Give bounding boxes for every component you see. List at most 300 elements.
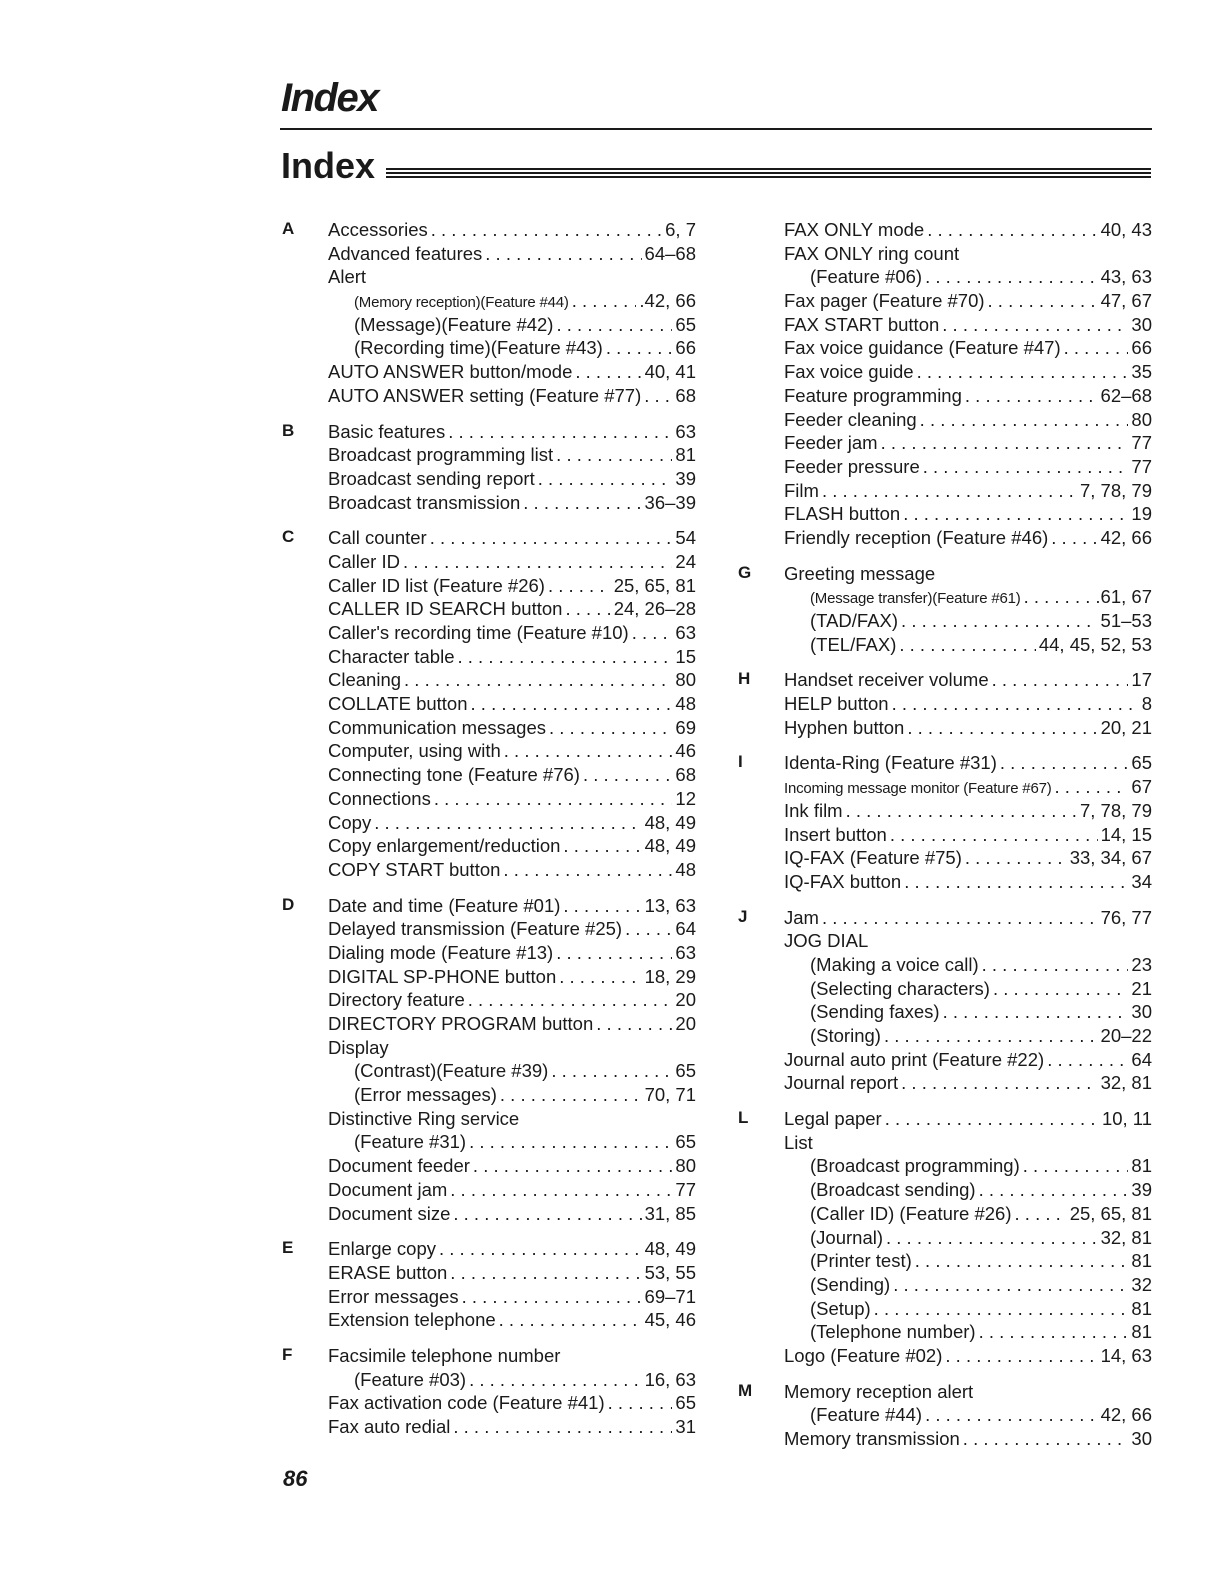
- index-entry: [328, 1237, 696, 1261]
- index-entry: [328, 763, 696, 787]
- index-entry: [784, 906, 1152, 930]
- entry-term: Friendly reception (Feature #46): [784, 526, 1049, 548]
- entry-term: Connections: [328, 787, 431, 809]
- entry-term: Fax voice guide: [784, 361, 914, 383]
- index-entry: [328, 692, 696, 716]
- entry-term: Enlarge copy: [328, 1238, 436, 1260]
- entry-pages: 16, 63: [644, 1368, 696, 1390]
- entry-pages: 48, 49: [644, 811, 696, 833]
- entry-term: Feature programming: [784, 384, 962, 406]
- entry-term: Dialing mode (Feature #13): [328, 941, 554, 963]
- entry-term: (Feature #44): [810, 1404, 923, 1426]
- entry-term: Journal report: [784, 1072, 899, 1094]
- dot-leader: [903, 502, 1128, 526]
- dot-leader: [448, 420, 672, 444]
- index-entry: [784, 242, 1152, 266]
- index-entry: [784, 633, 1152, 657]
- section-rule: [386, 168, 1151, 182]
- letter-group: [738, 562, 1152, 657]
- entry-term: Fax auto redial: [328, 1416, 451, 1437]
- entry-term: Document jam: [328, 1178, 448, 1200]
- dot-leader: [469, 1368, 641, 1392]
- entry-term: Error messages: [328, 1285, 459, 1307]
- dot-leader: [988, 289, 1098, 313]
- entry-term: List: [784, 1131, 813, 1153]
- index-entry: [328, 360, 696, 384]
- entry-pages: 48, 49: [644, 1238, 696, 1260]
- index-entry: [328, 621, 696, 645]
- page-number: 86: [283, 1466, 308, 1491]
- entry-pages: 47, 67: [1100, 290, 1152, 312]
- index-entry: [328, 1178, 696, 1202]
- dot-leader: [1055, 775, 1129, 799]
- index-entry: [784, 609, 1152, 633]
- entry-pages: 42, 66: [1100, 1404, 1152, 1426]
- dot-leader: [563, 834, 641, 858]
- entry-pages: 15: [675, 645, 696, 667]
- letter-group: [282, 894, 696, 1226]
- entry-term: Call counter: [328, 527, 427, 549]
- entry-pages: 20: [675, 989, 696, 1011]
- index-entry: [328, 336, 696, 360]
- index-entry: [784, 1344, 1152, 1368]
- entry-pages: 66: [675, 337, 696, 359]
- entry-pages: 30: [1131, 313, 1152, 335]
- entry-pages: 80: [1131, 408, 1152, 430]
- dot-leader: [504, 739, 673, 763]
- entry-pages: 44, 45, 52, 53: [1038, 633, 1152, 655]
- entry-pages: 19: [1131, 503, 1152, 525]
- entry-term: (TAD/FAX): [810, 610, 899, 631]
- entry-term: Insert button: [784, 823, 887, 845]
- index-entry: [328, 242, 696, 266]
- entry-term: Feeder jam: [784, 432, 878, 454]
- entry-pages: 68: [675, 384, 696, 406]
- entry-term: Broadcast sending report: [328, 467, 535, 489]
- entry-term: (Storing): [810, 1025, 881, 1046]
- index-entry: [328, 1059, 696, 1083]
- index-entry: [328, 491, 696, 515]
- dot-leader: [503, 858, 672, 882]
- index-entry: [328, 1012, 696, 1036]
- entry-pages: 48: [675, 693, 696, 715]
- dot-leader: [892, 692, 1139, 716]
- entry-pages: .61, 67: [1095, 586, 1152, 608]
- dot-leader: [822, 479, 1077, 503]
- entry-term: FAX ONLY ring count: [784, 242, 960, 264]
- entry-pages: 32, 81: [1100, 1226, 1152, 1248]
- index-entry: [784, 799, 1152, 823]
- dot-leader: [453, 1415, 672, 1439]
- entry-term: (Printer test): [810, 1250, 912, 1272]
- entry-term: Date and time (Feature #01): [328, 894, 561, 916]
- entry-pages: 62–68: [1100, 384, 1152, 406]
- dot-leader: [434, 787, 673, 811]
- entry-pages: 65: [675, 1060, 696, 1082]
- entry-term: Alert: [328, 266, 367, 288]
- entry-pages: 25, 65, 81: [613, 574, 696, 596]
- entry-term: Caller ID: [328, 550, 400, 572]
- index-entry: [784, 775, 1152, 799]
- dot-leader: [901, 609, 1098, 633]
- entry-term: (Setup): [810, 1297, 871, 1319]
- dot-leader: [462, 1285, 642, 1309]
- entry-pages: 81: [1131, 1321, 1152, 1343]
- dot-leader: [846, 799, 1077, 823]
- index-entry: [784, 1107, 1152, 1131]
- entry-term: Facsimile telephone number: [328, 1344, 561, 1366]
- index-entry: [328, 917, 696, 941]
- group-letter: H: [738, 669, 751, 689]
- index-entry: [784, 408, 1152, 432]
- index-entry: [784, 1320, 1152, 1344]
- dot-leader: [943, 1000, 1129, 1024]
- dot-leader: [606, 336, 673, 360]
- index-entry: [784, 1249, 1152, 1273]
- entry-pages: 30: [1131, 1001, 1152, 1023]
- index-entry: [784, 265, 1152, 289]
- index-entry: [328, 1391, 696, 1415]
- entry-term: AUTO ANSWER button/mode: [328, 361, 573, 383]
- entry-term: Computer, using with: [328, 740, 501, 762]
- index-entry: [784, 953, 1152, 977]
- entry-term: Greeting message: [784, 562, 936, 584]
- index-entry: [328, 420, 696, 444]
- entry-pages: 12: [675, 787, 696, 809]
- entry-pages: 77: [675, 1178, 696, 1200]
- index-entry: [784, 218, 1152, 242]
- index-column-left: [282, 218, 696, 1451]
- group-letter: D: [282, 894, 295, 914]
- index-entry: [328, 787, 696, 811]
- entry-term: Fax pager (Feature #70): [784, 290, 985, 312]
- entry-term: Distinctive Ring service: [328, 1107, 520, 1129]
- dot-leader: [979, 1178, 1129, 1202]
- dot-leader: [556, 443, 672, 467]
- dot-leader: [1051, 526, 1097, 550]
- entry-pages: 32, 81: [1100, 1072, 1152, 1094]
- entry-pages: 35: [1131, 361, 1152, 383]
- index-entry: [784, 716, 1152, 740]
- index-entry: [784, 502, 1152, 526]
- dot-leader: [884, 1024, 1098, 1048]
- dot-leader: [965, 846, 1067, 870]
- header-rule: [280, 128, 1152, 130]
- index-entry: [784, 668, 1152, 692]
- dot-leader: [404, 668, 672, 692]
- dot-leader: [549, 716, 672, 740]
- index-entry: [784, 846, 1152, 870]
- dot-leader: [596, 1012, 672, 1036]
- entry-pages: 76, 77: [1100, 906, 1152, 928]
- index-entry: [784, 1000, 1152, 1024]
- entry-term: Identa-Ring (Feature #31): [784, 752, 997, 774]
- entry-pages: 65: [675, 1131, 696, 1153]
- entry-term: (Caller ID) (Feature #26): [810, 1202, 1012, 1224]
- entry-term: Fax voice guidance (Feature #47): [784, 337, 1061, 359]
- entry-pages: 10, 11: [1101, 1108, 1152, 1130]
- dot-leader: [453, 1202, 641, 1226]
- index-entry: [784, 384, 1152, 408]
- index-entry: [328, 550, 696, 574]
- dot-leader: [965, 384, 1098, 408]
- index-entry: [328, 1368, 696, 1392]
- entry-term: Memory reception alert: [784, 1380, 974, 1402]
- index-entry: [784, 823, 1152, 847]
- dot-leader: [885, 1107, 1099, 1131]
- entry-pages: 45, 46: [644, 1309, 696, 1331]
- dot-leader: [1064, 336, 1129, 360]
- entry-pages: 13, 63: [644, 894, 696, 916]
- dot-leader: [457, 645, 672, 669]
- dot-leader: [469, 1130, 672, 1154]
- index-entry: [328, 1130, 696, 1154]
- entry-term: Logo (Feature #02): [784, 1344, 943, 1366]
- group-letter: M: [738, 1380, 753, 1400]
- index-entry: [784, 360, 1152, 384]
- entry-pages: 63: [675, 941, 696, 963]
- entry-pages: 25, 65, 81: [1069, 1202, 1152, 1224]
- entry-term: Hyphen button: [784, 716, 905, 738]
- entry-pages: 17: [1131, 669, 1152, 691]
- index-entry: [784, 1380, 1152, 1404]
- entry-term: (Recording time)(Feature #43): [354, 337, 603, 359]
- entry-pages: 34: [1131, 870, 1152, 892]
- entry-pages: 69: [675, 716, 696, 738]
- entry-term: Document feeder: [328, 1155, 470, 1177]
- entry-term: Caller's recording time (Feature #10): [328, 622, 629, 643]
- entry-pages: 43, 63: [1100, 266, 1152, 288]
- index-entry: [784, 336, 1152, 360]
- entry-term: Connecting tone (Feature #76): [328, 764, 580, 786]
- entry-term: Accessories: [328, 219, 428, 240]
- entry-pages: 30: [1131, 1428, 1152, 1449]
- index-entry: [328, 1083, 696, 1107]
- index-entry: [328, 1308, 696, 1332]
- dot-leader: [822, 906, 1098, 930]
- dot-leader: [890, 823, 1098, 847]
- dot-leader: [901, 1071, 1097, 1095]
- letter-group: [282, 218, 696, 408]
- dot-leader: [450, 1178, 672, 1202]
- index-entry: [328, 1344, 696, 1368]
- entry-term: Cleaning: [328, 669, 402, 691]
- entry-term: Caller ID list (Feature #26): [328, 574, 545, 596]
- entry-term: Basic features: [328, 420, 446, 442]
- entry-term: (Broadcast sending): [810, 1179, 976, 1201]
- entry-term: Delayed transmission (Feature #25): [328, 918, 623, 940]
- entry-pages: 77: [1131, 432, 1152, 454]
- index-entry: [784, 1427, 1152, 1451]
- entry-term: Journal auto print (Feature #22): [784, 1048, 1045, 1070]
- entry-pages: 32: [1131, 1273, 1152, 1295]
- entry-term: JOG DIAL: [784, 930, 869, 952]
- dot-leader: [439, 1237, 642, 1261]
- index-entry: [328, 384, 696, 408]
- entry-pages: 20, 21: [1100, 716, 1152, 738]
- entry-pages: 77: [1131, 455, 1152, 477]
- entry-pages: 33, 34, 67: [1069, 847, 1152, 869]
- entry-pages: 64: [675, 918, 696, 940]
- entry-term: Broadcast transmission: [328, 491, 521, 513]
- entry-term: (Message transfer)(Feature #61): [810, 590, 1021, 608]
- dot-leader: [468, 988, 673, 1012]
- dot-leader: [904, 870, 1128, 894]
- dot-leader: [556, 313, 672, 337]
- dot-leader: [632, 621, 673, 645]
- entry-term: FLASH button: [784, 503, 901, 525]
- dot-leader: [925, 265, 1097, 289]
- entry-term: Memory transmission: [784, 1428, 960, 1449]
- dot-leader: [1000, 751, 1129, 775]
- index-entry: [328, 1036, 696, 1060]
- dot-leader: [1015, 1202, 1067, 1226]
- group-letter: G: [738, 562, 752, 582]
- entry-pages: 81: [1131, 1155, 1152, 1177]
- entry-term: (Sending): [810, 1273, 891, 1295]
- entry-pages: 67: [1131, 776, 1152, 798]
- dot-leader: [899, 633, 1035, 657]
- entry-term: Broadcast programming list: [328, 444, 554, 466]
- index-entry: [328, 443, 696, 467]
- dot-leader: [523, 491, 641, 515]
- entry-pages: 14, 63: [1100, 1344, 1152, 1366]
- entry-term: (Feature #06): [810, 266, 923, 288]
- entry-term: (Feature #31): [354, 1131, 467, 1153]
- letter-group: [738, 218, 1152, 550]
- entry-pages: 21: [1131, 977, 1152, 999]
- dot-leader: [893, 1273, 1128, 1297]
- dot-leader: [551, 1059, 672, 1083]
- index-entry: [784, 1273, 1152, 1297]
- index-entry: [328, 1202, 696, 1226]
- dot-leader: [923, 455, 1129, 479]
- group-letter: I: [738, 752, 743, 772]
- dot-leader: [927, 218, 1097, 242]
- index-entry: [328, 965, 696, 989]
- entry-term: Incoming message monitor (Feature #67): [784, 780, 1052, 798]
- index-entry: [784, 929, 1152, 953]
- entry-pages: 40, 43: [1100, 219, 1152, 240]
- index-entry: [784, 977, 1152, 1001]
- dot-leader: [1024, 585, 1093, 609]
- group-letter: F: [282, 1344, 293, 1364]
- dot-leader: [608, 1391, 673, 1415]
- entry-pages: 18, 29: [644, 965, 696, 987]
- entry-pages: 31, 85: [644, 1202, 696, 1224]
- entry-pages: 48, 49: [644, 835, 696, 857]
- index-entry: [328, 467, 696, 491]
- index-entry: [328, 834, 696, 858]
- entry-pages: 51–53: [1100, 610, 1152, 631]
- entry-term: IQ-FAX (Feature #75): [784, 847, 962, 869]
- entry-pages: 65: [675, 1392, 696, 1414]
- entry-term: DIRECTORY PROGRAM button: [328, 1013, 594, 1034]
- section-title: Index: [281, 145, 376, 186]
- letter-group: [282, 420, 696, 515]
- entry-term: (TEL/FAX): [810, 633, 897, 655]
- dot-leader: [915, 1249, 1129, 1273]
- index-entry: [328, 988, 696, 1012]
- entry-term: Display: [328, 1036, 389, 1058]
- entry-term: (Message)(Feature #42): [354, 313, 554, 335]
- entry-pages: 63: [675, 420, 696, 442]
- dot-leader: [575, 360, 641, 384]
- dot-leader: [431, 218, 662, 242]
- index-entry: [328, 289, 696, 313]
- entry-term: (Error messages): [354, 1084, 497, 1106]
- index-entry: [328, 668, 696, 692]
- index-entry: [784, 1071, 1152, 1095]
- dot-leader: [499, 1308, 642, 1332]
- index-entry: [328, 716, 696, 740]
- entry-term: Copy: [328, 811, 372, 833]
- index-entry: [328, 858, 696, 882]
- dot-leader: [982, 953, 1129, 977]
- dot-leader: [563, 894, 641, 918]
- header-title: Index: [281, 76, 378, 120]
- index-entry: [328, 1285, 696, 1309]
- entry-term: COLLATE button: [328, 693, 468, 715]
- index-entry: [784, 313, 1152, 337]
- dot-leader: [559, 965, 641, 989]
- entry-pages: 54: [675, 527, 696, 549]
- index-entry: [328, 739, 696, 763]
- entry-pages: 63: [675, 622, 696, 643]
- index-entry: [784, 1048, 1152, 1072]
- entry-pages: 64: [1131, 1048, 1152, 1070]
- index-entry: [784, 870, 1152, 894]
- index-entry: [784, 1202, 1152, 1226]
- entry-pages: 80: [675, 669, 696, 691]
- entry-term: Ink film: [784, 799, 843, 821]
- index-entry: [328, 1261, 696, 1285]
- entry-term: Copy enlargement/reduction: [328, 835, 561, 857]
- dot-leader: [374, 811, 641, 835]
- entry-term: (Selecting characters): [810, 977, 990, 999]
- entry-term: (Sending faxes): [810, 1001, 940, 1023]
- dot-leader: [572, 289, 637, 313]
- entry-pages: 23: [1131, 953, 1152, 975]
- index-entry: [784, 751, 1152, 775]
- index-entry: [784, 1226, 1152, 1250]
- dot-leader: [1047, 1048, 1128, 1072]
- index-entry: [784, 1403, 1152, 1427]
- dot-leader: [485, 242, 641, 266]
- dot-leader: [471, 692, 673, 716]
- entry-pages: 31: [675, 1416, 696, 1437]
- letter-group: [738, 1107, 1152, 1368]
- entry-term: (Journal): [810, 1226, 883, 1248]
- entry-pages: 36–39: [644, 491, 696, 513]
- entry-pages: 68: [675, 764, 696, 786]
- entry-pages: 7, 78, 79: [1079, 799, 1152, 821]
- entry-pages: 70, 71: [644, 1084, 696, 1106]
- entry-term: (Broadcast programming): [810, 1155, 1020, 1177]
- entry-term: (Feature #03): [354, 1368, 467, 1390]
- index-entry: [784, 1131, 1152, 1155]
- entry-pages: 14, 15: [1100, 823, 1152, 845]
- entry-pages: 8: [1141, 693, 1152, 715]
- entry-term: Feeder pressure: [784, 455, 920, 477]
- dot-leader: [1023, 1154, 1129, 1178]
- index-entry: [328, 1107, 696, 1131]
- index-entry: [784, 1178, 1152, 1202]
- entry-term: FAX START button: [784, 313, 940, 335]
- entry-term: ERASE button: [328, 1261, 448, 1283]
- dot-leader: [500, 1083, 642, 1107]
- dot-leader: [917, 360, 1129, 384]
